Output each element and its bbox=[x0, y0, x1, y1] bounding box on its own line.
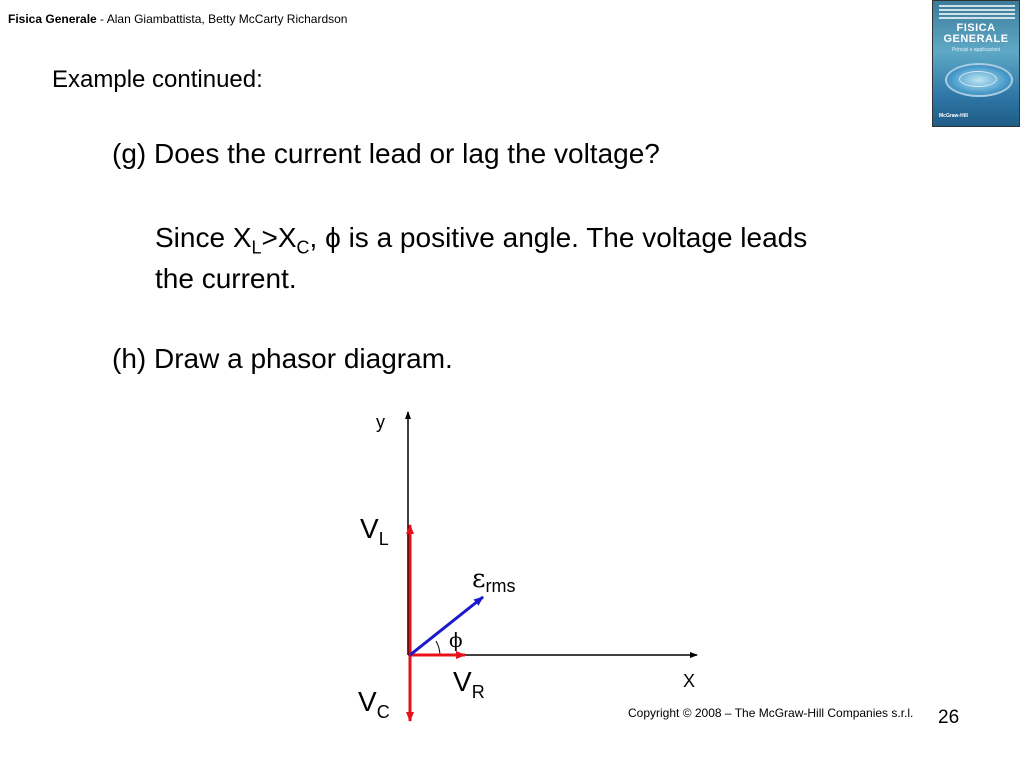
emf-label-sub: rms bbox=[485, 576, 516, 596]
vc-label-sub: C bbox=[376, 702, 390, 722]
book-title: Fisica Generale bbox=[8, 12, 97, 26]
answer-gt: >X bbox=[261, 222, 297, 253]
vl-label-main: V bbox=[360, 513, 379, 544]
emf-label-main: ε bbox=[472, 564, 486, 594]
cover-title: FISICA GENERALE bbox=[943, 22, 1009, 45]
vc-label bbox=[358, 686, 390, 722]
question-g: (g) Does the current lead or lag the voltage? bbox=[112, 138, 660, 169]
cover-publisher: McGraw-Hill bbox=[939, 113, 968, 119]
book-authors: - Alan Giambattista, Betty McCarty Richardson bbox=[96, 12, 348, 26]
page-number: 26 bbox=[938, 707, 960, 728]
answer-g-line2: the current. bbox=[155, 263, 297, 294]
phi-label: ϕ bbox=[449, 628, 463, 652]
answer-sub-c: C bbox=[296, 237, 310, 258]
vr-label-sub: R bbox=[471, 682, 485, 702]
vc-label-main: V bbox=[358, 686, 377, 717]
x-axis-label: X bbox=[683, 671, 696, 691]
cover-subtitle: Principi e applicazioni bbox=[951, 47, 1001, 53]
answer-rest: , ϕ is a positive angle. The voltage leads bbox=[309, 222, 808, 253]
answer-since: Since X bbox=[155, 222, 252, 253]
question-h: (h) Draw a phasor diagram. bbox=[112, 343, 453, 374]
vl-label-sub: L bbox=[378, 529, 389, 549]
phi-arc bbox=[436, 641, 440, 655]
slide-title: Example continued: bbox=[52, 66, 263, 93]
emf-label bbox=[472, 564, 515, 596]
copyright-notice: Copyright © 2008 – The McGraw-Hill Companies s.r.l. bbox=[628, 706, 914, 720]
emf-phasor bbox=[410, 597, 483, 655]
vl-label bbox=[360, 513, 389, 549]
y-axis-label: y bbox=[376, 412, 385, 432]
vr-label bbox=[453, 666, 485, 702]
vr-label-main: V bbox=[453, 666, 472, 697]
answer-sub-l: L bbox=[251, 237, 262, 258]
